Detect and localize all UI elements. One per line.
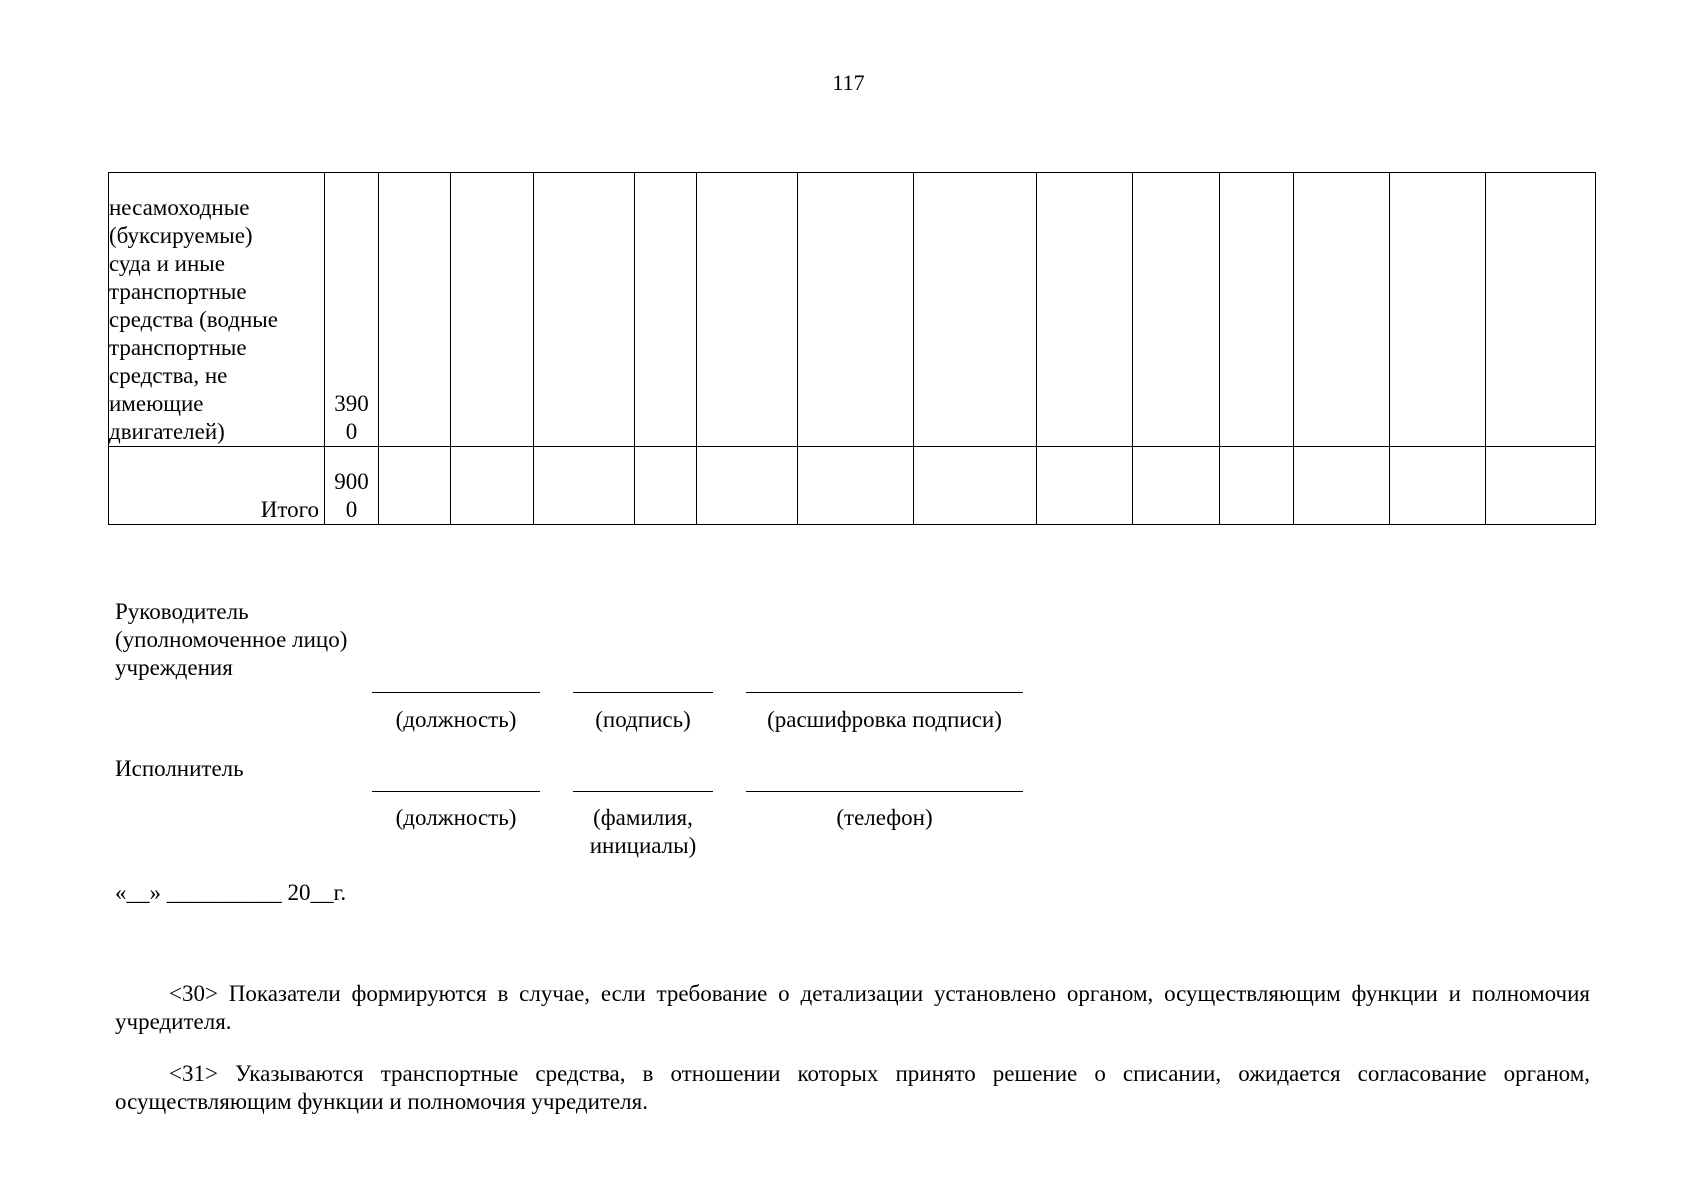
table-cell — [1220, 447, 1294, 525]
table-cell — [1037, 447, 1133, 525]
data-table — [108, 172, 1596, 525]
row-name-line: Итого — [260, 497, 319, 522]
table-cell — [1133, 447, 1220, 525]
executor-name-caption — [573, 804, 713, 860]
page-number: 117 — [832, 70, 865, 95]
row-name-line: транспортные — [109, 335, 247, 360]
table-cell — [1390, 447, 1486, 525]
row-name-line: имеющие — [109, 391, 204, 416]
table-cell — [379, 173, 451, 447]
row-name-line: транспортные — [109, 279, 247, 304]
row-name-line: средства (водные — [109, 307, 278, 332]
table-cell — [914, 447, 1037, 525]
executor-label: Исполнитель — [115, 756, 244, 781]
head-label-line: Руководитель — [115, 599, 249, 624]
head-position-caption: (должность) — [395, 707, 517, 732]
row-code-cell — [325, 447, 379, 525]
table-cell — [798, 173, 914, 447]
row-name-line: суда и иные — [109, 251, 225, 276]
table-cell — [451, 447, 534, 525]
table-cell — [914, 173, 1037, 447]
footnote-31: <31> Указываются транспортные средства, в отношении которых принято решение о списании, ожидается согласование органом, осуществляющим функции и полномочия учредителя. — [115, 1061, 1590, 1114]
table-cell — [1486, 173, 1596, 447]
executor-position-line[interactable] — [372, 791, 540, 792]
head-signature-line[interactable] — [573, 692, 713, 693]
head-position-line[interactable] — [372, 692, 540, 693]
row-code-line: 0 — [345, 419, 358, 444]
table-row-total — [109, 447, 1596, 525]
head-label-line: (уполномоченное лицо) — [115, 627, 348, 652]
row-code-line: 0 — [345, 497, 358, 522]
table-cell — [1294, 173, 1390, 447]
row-name-line: двигателей) — [109, 419, 225, 444]
head-decryption-caption: (расшифровка подписи) — [767, 707, 1002, 732]
row-name-line: средства, не — [109, 363, 228, 388]
table-cell — [697, 173, 798, 447]
head-label — [115, 598, 347, 682]
table-cell — [1037, 173, 1133, 447]
table-cell — [798, 447, 914, 525]
row-name-line: (буксируемые) — [109, 223, 253, 248]
row-name-cell — [109, 173, 325, 447]
table-cell — [1390, 173, 1486, 447]
executor-position-caption: (должность) — [395, 805, 517, 830]
executor-phone-caption: (телефон) — [836, 805, 933, 830]
head-label-line: учреждения — [115, 655, 233, 680]
date-line[interactable]: «__» __________ 20__г. — [115, 880, 347, 905]
footnote-30: <30> Показатели формируются в случае, если требование о детализации установлено органом, осуществляющим функции и полномочия учредителя. — [115, 981, 1590, 1034]
row-code-cell — [325, 173, 379, 447]
table-cell — [635, 173, 697, 447]
head-signature-caption: (подпись) — [595, 707, 691, 732]
table-cell — [635, 447, 697, 525]
table-cell — [1133, 173, 1220, 447]
table-cell — [534, 447, 635, 525]
table-cell — [451, 173, 534, 447]
table-cell — [379, 447, 451, 525]
executor-name-caption-line: (фамилия, — [593, 805, 693, 830]
table-cell — [534, 173, 635, 447]
table-cell — [697, 447, 798, 525]
executor-phone-line[interactable] — [746, 791, 1023, 792]
executor-name-caption-line: инициалы) — [589, 833, 697, 858]
table-cell — [1486, 447, 1596, 525]
table-cell — [1294, 447, 1390, 525]
row-code-line: 900 — [334, 469, 369, 494]
row-code-line: 390 — [334, 391, 369, 416]
row-name-cell — [109, 447, 325, 525]
executor-name-line[interactable] — [573, 791, 713, 792]
row-name-line: несамоходные — [109, 195, 250, 220]
head-decryption-line[interactable] — [746, 692, 1023, 693]
table-row — [109, 173, 1596, 447]
table-cell — [1220, 173, 1294, 447]
